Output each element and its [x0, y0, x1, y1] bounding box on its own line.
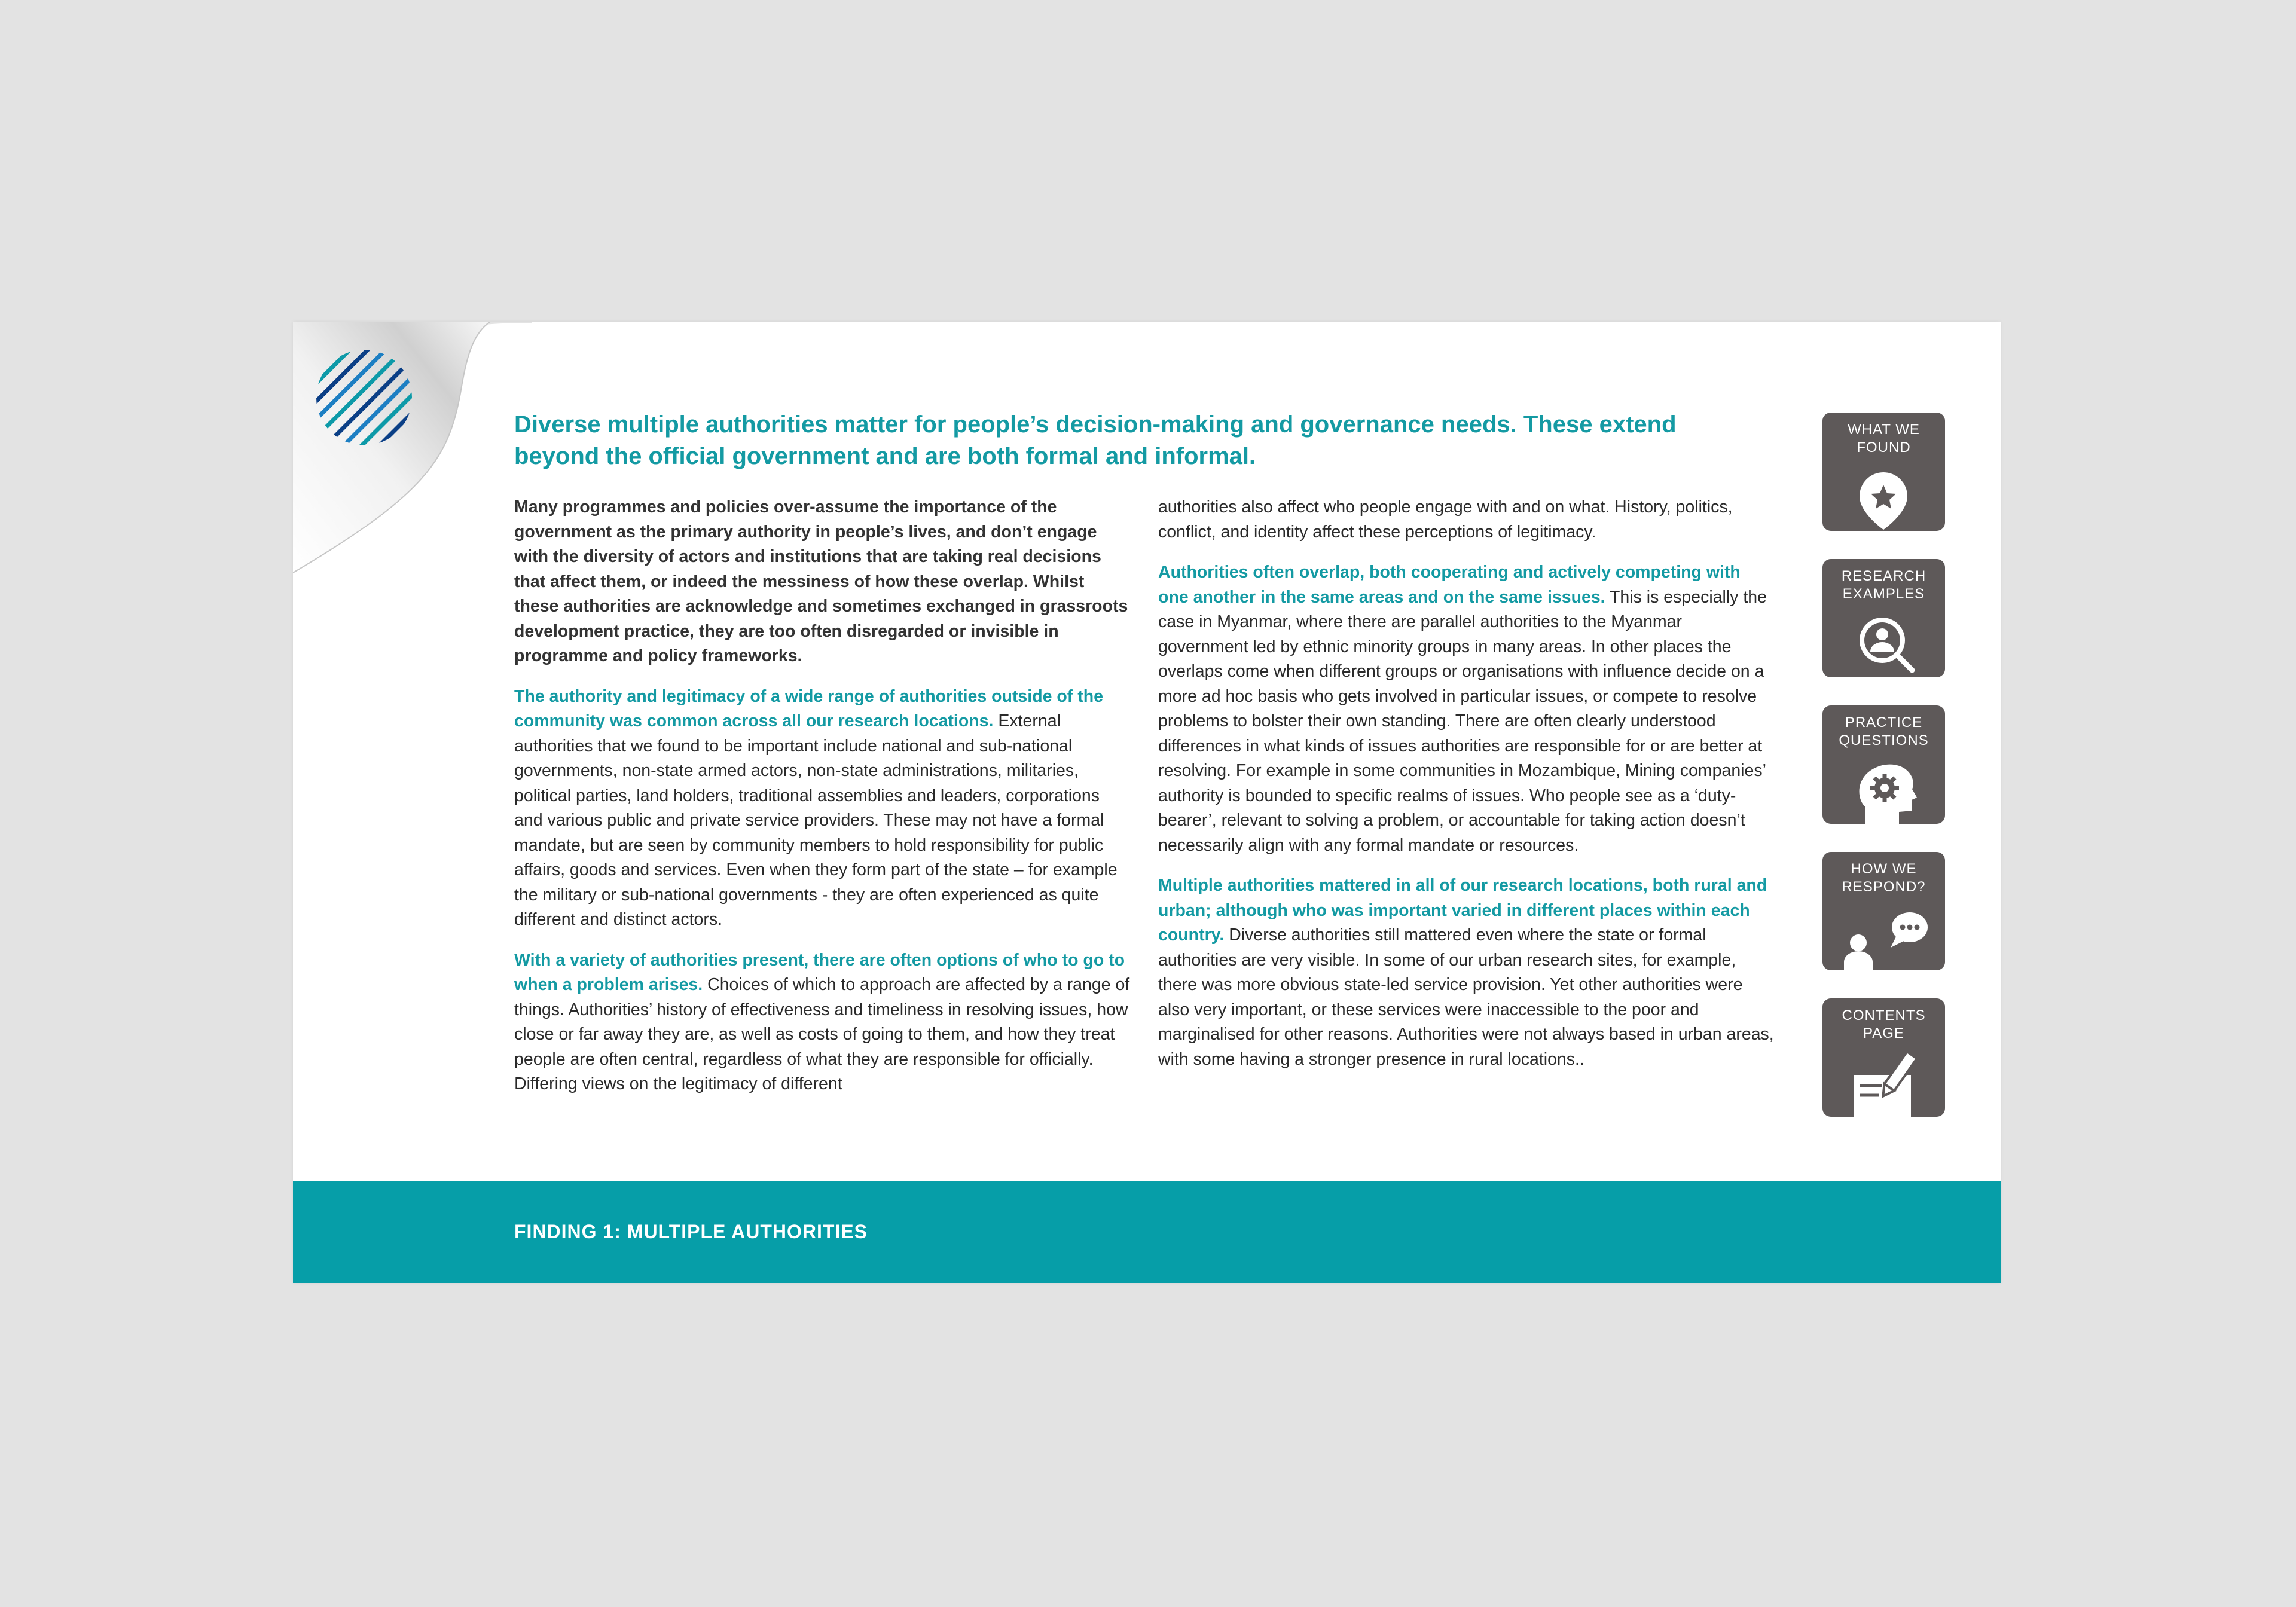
highlight-text: The authority and legitimacy of a wide range of authorities outside of the community was common across all our research locations.	[514, 686, 1103, 731]
body-text: authorities also affect who people engage with and on what. History, politics, conflict, and identity affect these perceptions of legitimacy.	[1158, 497, 1733, 542]
text-column-left	[514, 495, 1130, 1113]
highlight-text: Authorities often overlap, both cooperating and actively competing with one another in the same areas and on the same issues.	[1158, 563, 1741, 607]
paragraph	[514, 948, 1130, 1097]
footer-bar	[293, 1181, 2001, 1283]
map-pin-star-icon	[1822, 413, 1945, 531]
how-we-respond-button[interactable]	[1822, 852, 1945, 970]
organisation-logo	[312, 346, 417, 450]
body-text: Diverse authorities still mattered even where the state or formal authorities are very visible. In some of our urban research sites, for example, there was more obvious state-led service provision. Yet other authorities were also very important, or these services were inaccessible to the poor and marginalised for other reasons. Authorities were not always based in urban areas, with some having a stronger presence in rural locations..	[1158, 925, 1774, 1069]
section-label: FINDING 1: MULTIPLE AUTHORITIES	[514, 1221, 868, 1242]
body-text: External authorities that we found to be important include national and sub-national governments, non-state armed actors, non-state administrations, militaries, political parties, land holders, traditional assemblies and leaders, corporations and various public and private service providers. These may not have a formal mandate, but are seen by community members to hold responsibility for public affairs, goods and services. Even when they form part of the state – for example the military or sub-national governments - they are often experienced as quite different and distinct actors.	[514, 711, 1118, 929]
paragraph	[1158, 560, 1774, 858]
practice-questions-button[interactable]	[1822, 705, 1945, 824]
research-examples-button[interactable]	[1822, 559, 1945, 677]
head-gear-icon	[1822, 705, 1945, 824]
body-text: This is especially the case in Myanmar, where there are parallel authorities to the Myanmar government led by ethnic minority groups in many areas. In other places the overlaps come when different groups or organisations with influence decide on a more ad hoc basis who gets involved in particular issues, or compete to resolve problems to bolster their own standing. There are often clearly understood differences in what kinds of issues authorities are responsible for or are better at resolving. For example in some communities in Mozambique, Mining companies’ authority is bounded to specific realms of issues. Who people see as a ‘duty-bearer’, relevant to solving a problem, or accountable for taking action doesn’t necessarily align with any formal mandate or resources.	[1158, 587, 1767, 855]
button-label: PRACTICE QUESTIONS	[1839, 714, 1929, 748]
intro-paragraph: Many programmes and policies over-assume the importance of the government as the primary authority in people’s lives, and don’t engage with the diversity of actors and institutions that are taking real decisions that affect them, or indeed the messiness of how these overlap. Whilst these authorities are acknowledge and sometimes exchanged in grassroots development practice, they are too often disregarded or invisible in programme and policy frameworks.	[514, 497, 1128, 665]
page-heading: Diverse multiple authorities matter for people’s decision-making and governance needs. These extend beyond the official government and are both formal and informal.	[514, 411, 1677, 469]
body-text: Choices of which to approach are affected by a range of things. Authorities’ history of effectiveness and timeliness in resolving issues, how close or far away they are, as well as costs of going to them, and how they treat people are often central, regardless of what they are responsible for officially. Differing views on the legitimacy of different	[514, 975, 1130, 1093]
contents-page-button[interactable]	[1822, 998, 1945, 1117]
highlight-text: With a variety of authorities present, there are often options of who to go to when a problem arises.	[514, 950, 1125, 994]
document-pen-icon	[1822, 998, 1945, 1117]
what-we-found-button[interactable]	[1822, 413, 1945, 531]
person-speech-bubble-icon	[1822, 852, 1945, 970]
person-magnifier-icon	[1822, 559, 1945, 677]
button-label: RESEARCH EXAMPLES	[1841, 568, 1926, 602]
paragraph	[1158, 873, 1774, 1072]
button-label: CONTENTS PAGE	[1842, 1007, 1926, 1041]
document-page	[293, 322, 2001, 1283]
text-column-right	[1158, 495, 1774, 1087]
paragraph	[514, 685, 1130, 933]
highlight-text: Multiple authorities mattered in all of our research locations, both rural and urban; although who was important varied in different places within each country.	[1158, 876, 1767, 945]
button-label: WHAT WE FOUND	[1848, 421, 1920, 456]
paragraph	[1158, 495, 1774, 545]
button-label: HOW WE RESPOND?	[1842, 861, 1926, 895]
